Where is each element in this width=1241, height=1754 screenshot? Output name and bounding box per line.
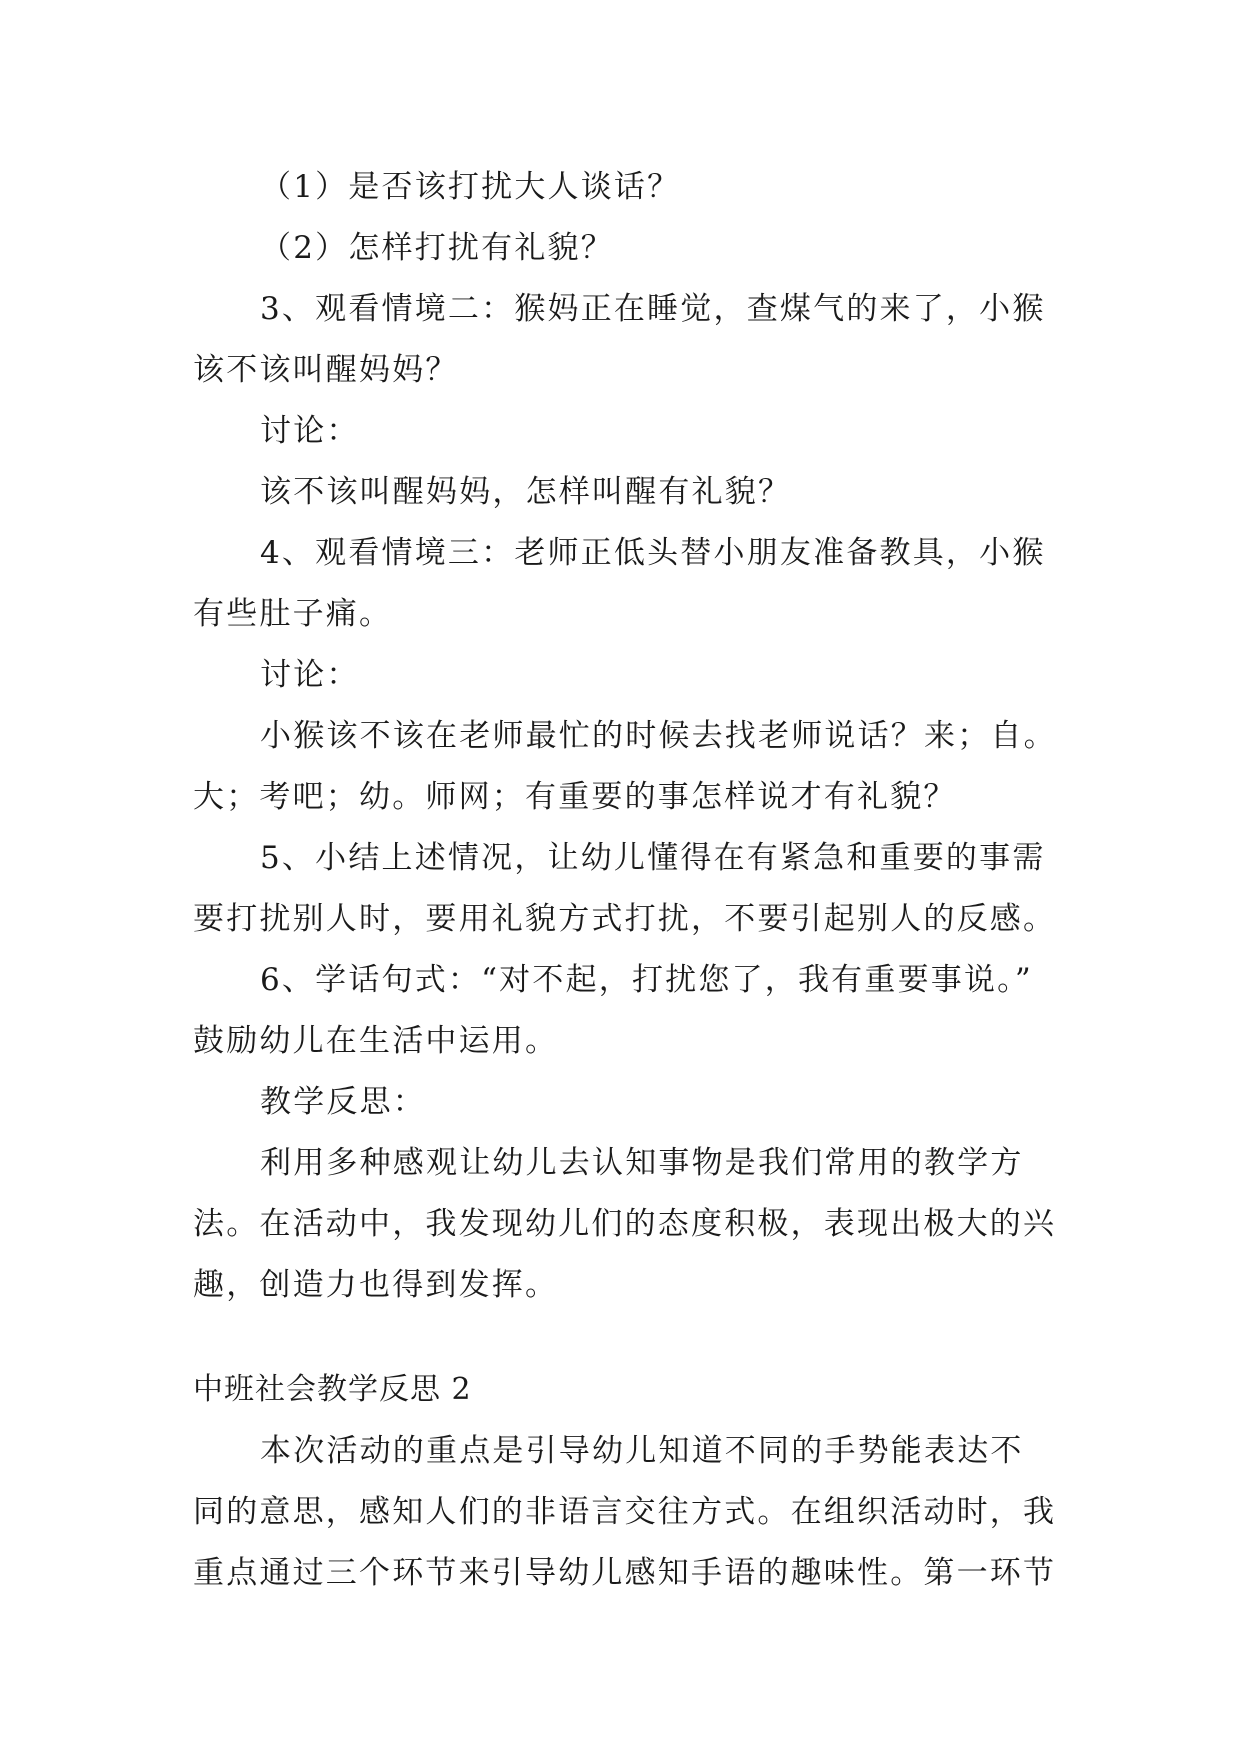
paragraph-line: 鼓励幼儿在生活中运用。	[193, 1023, 559, 1059]
paragraph-line: 趣，创造力也得到发挥。	[193, 1267, 559, 1303]
paragraph-line: 大；考吧；幼。师网；有重要的事怎样说才有礼貌？	[193, 779, 957, 815]
paragraph-line: 3、观看情境二：猴妈正在睡觉，查煤气的来了，小猴	[260, 291, 1046, 327]
paragraph-line: 小猴该不该在老师最忙的时候去找老师说话？来；自。	[260, 718, 1057, 754]
paragraph-line: 讨论：	[260, 413, 360, 449]
paragraph-line: 有些肚子痛。	[193, 596, 393, 632]
paragraph-line: 教学反思：	[260, 1084, 426, 1120]
paragraph-line: 该不该叫醒妈妈？	[193, 352, 459, 388]
paragraph-line: 重点通过三个环节来引导幼儿感知手语的趣味性。第一环节	[193, 1555, 1057, 1591]
paragraph-line: （1）是否该打扰大人谈话？	[260, 169, 681, 205]
paragraph-line: 本次活动的重点是引导幼儿知道不同的手势能表达不	[260, 1433, 1024, 1469]
paragraph-line: 4、观看情境三：老师正低头替小朋友准备教具，小猴	[260, 535, 1046, 571]
paragraph-line: 利用多种感观让幼儿去认知事物是我们常用的教学方	[260, 1145, 1024, 1181]
section-title: 中班社会教学反思 2	[193, 1372, 472, 1407]
paragraph-line: 该不该叫醒妈妈，怎样叫醒有礼貌？	[260, 474, 792, 510]
paragraph-line: 要打扰别人时，要用礼貌方式打扰，不要引起别人的反感。	[193, 901, 1057, 937]
paragraph-line: （2）怎样打扰有礼貌？	[260, 230, 614, 266]
paragraph-line: 讨论：	[260, 657, 360, 693]
paragraph-line: 6、学话句式：“对不起，打扰您了，我有重要事说。”	[260, 962, 1033, 998]
paragraph-line: 法。在活动中，我发现幼儿们的态度积极，表现出极大的兴	[193, 1206, 1057, 1242]
paragraph-line: 同的意思，感知人们的非语言交往方式。在组织活动时，我	[193, 1494, 1057, 1530]
paragraph-line: 5、小结上述情况，让幼儿懂得在有紧急和重要的事需	[260, 840, 1046, 876]
